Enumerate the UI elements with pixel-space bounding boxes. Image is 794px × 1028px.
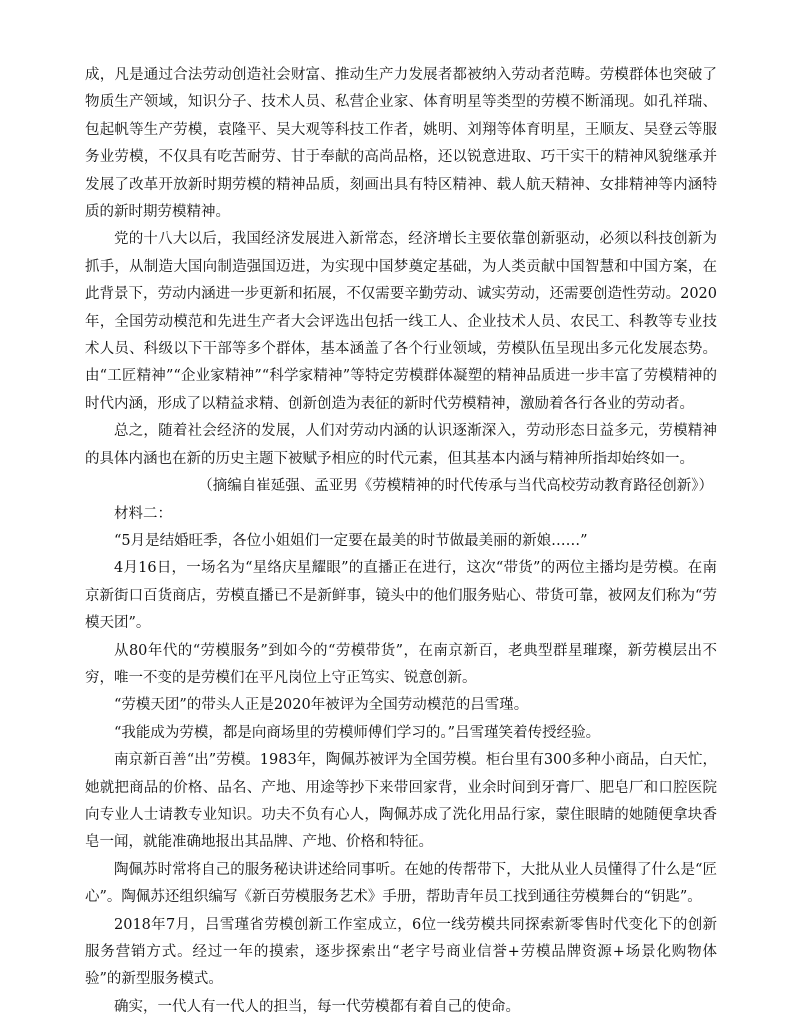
document-page bbox=[85, 62, 717, 1021]
paragraph-2: 党的十八大以后，我国经济发展进入新常态，经济增长主要依靠创新驱动，必须以科技创新为抓手，从制造大国向制造强国迈进，为实现中国梦奠定基础，为人类贡献中国智慧和中国方案，在此背景下，劳动内涵进一步更新和拓展，不仅需要辛勤劳动、诚实劳动，还需要创造性劳动。2020年，全国劳动模范和先进生产者大会评选出包括一线工人、企业技术人员、农民工、科教等专业技术人员、科级以下干部等多个群体，基本涵盖了各个行业领域，劳模队伍呈现出多元化发展态势。由“工匠精神”“企业家精神”“科学家精神”等特定劳模群体凝塑的精神品质进一步丰富了劳模精神的时代内涵，形成了以精益求精、创新创造为表征的新时代劳模精神，激励着各行各业的劳动者。 bbox=[85, 231, 717, 412]
paragraph-3: 总之，随着社会经济的发展，人们对劳动内涵的认识逐渐深入，劳动形态日益多元，劳模精神的具体内涵也在新的历史主题下被赋予相应的时代元素，但其基本内涵与精神所指却始终如一。 bbox=[85, 423, 717, 467]
material-paragraph-3: 从80年代的“劳模服务”到如今的“劳模带货”，在南京新百，老典型群星璀璨，新劳模层出不穷，唯一不变的是劳模们在平凡岗位上守正笃实、锐意创新。 bbox=[85, 642, 717, 686]
material-two-heading: 材料二： bbox=[114, 505, 172, 522]
material-paragraph-7: 陶佩苏时常将自己的服务秘诀讲述给同事听。在她的传帮带下，大批从业人员懂得了什么是“匠心”。陶佩苏还组织编写《新百劳模服务艺术》手册，帮助青年员工找到通往劳模舞台的“钥匙”。 bbox=[85, 861, 717, 906]
material-paragraph-6: 南京新百善“出”劳模。1983年，陶佩苏被评为全国劳模。柜台里有300多种小商品，白天忙，她就把商品的价格、品名、产地、用途等抄下来带回家背，业余时间到牙膏厂、肥皂厂和口腔医院向专业人士请教专业知识。功夫不负有心人，陶佩苏成了洗化用品行家，蒙住眼睛的她随便拿块香皂一闻，就能准确地报出其品牌、产地、价格和特征。 bbox=[85, 752, 717, 851]
material-paragraph-8: 2018年7月，吕雪瑾省劳模创新工作室成立，6位一线劳模共同探索新零售时代变化下的创新服务营销方式。经过一年的摸索，逐步探索出“老字号商业信誉+劳模品牌资源+场景化购物体验”的新型服务模式。 bbox=[85, 916, 717, 988]
source-citation: （摘编自崔延强、孟亚男《劳模精神的时代传承与当代高校劳动教育路径创新》） bbox=[198, 478, 713, 495]
material-paragraph-9: 确实，一代人有一代人的担当，每一代劳模都有着自己的使命。 bbox=[114, 998, 520, 1015]
material-paragraph-1: “5月是结婚旺季，各位小姐姐们一定要在最美的时节做最美丽的新娘……” bbox=[114, 532, 588, 549]
material-paragraph-5: “我能成为劳模，都是向商场里的劳模师傅们学习的。”吕雪瑾笑着传授经验。 bbox=[114, 724, 601, 741]
paragraph-1: 成，凡是通过合法劳动创造社会财富、推动生产力发展者都被纳入劳动者范畴。劳模群体也突破了物质生产领域，知识分子、技术人员、私营企业家、体育明星等类型的劳模不断涌现。如孔祥瑞、包起帆等生产劳模，袁隆平、吴大观等科技工作者，姚明、刘翔等体育明星，王顺友、吴登云等服务业劳模，不仅具有吃苦耐劳、甘于奉献的高尚品格，还以锐意进取、巧干实干的精神风貌继承并发展了改革开放新时期劳模的精神品质，刻画出具有特区精神、载人航天精神、女排精神等内涵特质的新时期劳模精神。 bbox=[85, 67, 717, 221]
material-paragraph-4: “劳模天团”的带头人正是2020年被评为全国劳动模范的吕雪瑾。 bbox=[114, 697, 529, 714]
material-paragraph-2: 4月16日，一场名为“星络庆星耀眼”的直播正在进行，这次“带货”的两位主播均是劳模。在南京新街口百货商店，劳模直播已不是新鲜事，镜头中的他们服务贴心、带货可靠，被网友们称为“劳模天团”。 bbox=[85, 560, 717, 632]
